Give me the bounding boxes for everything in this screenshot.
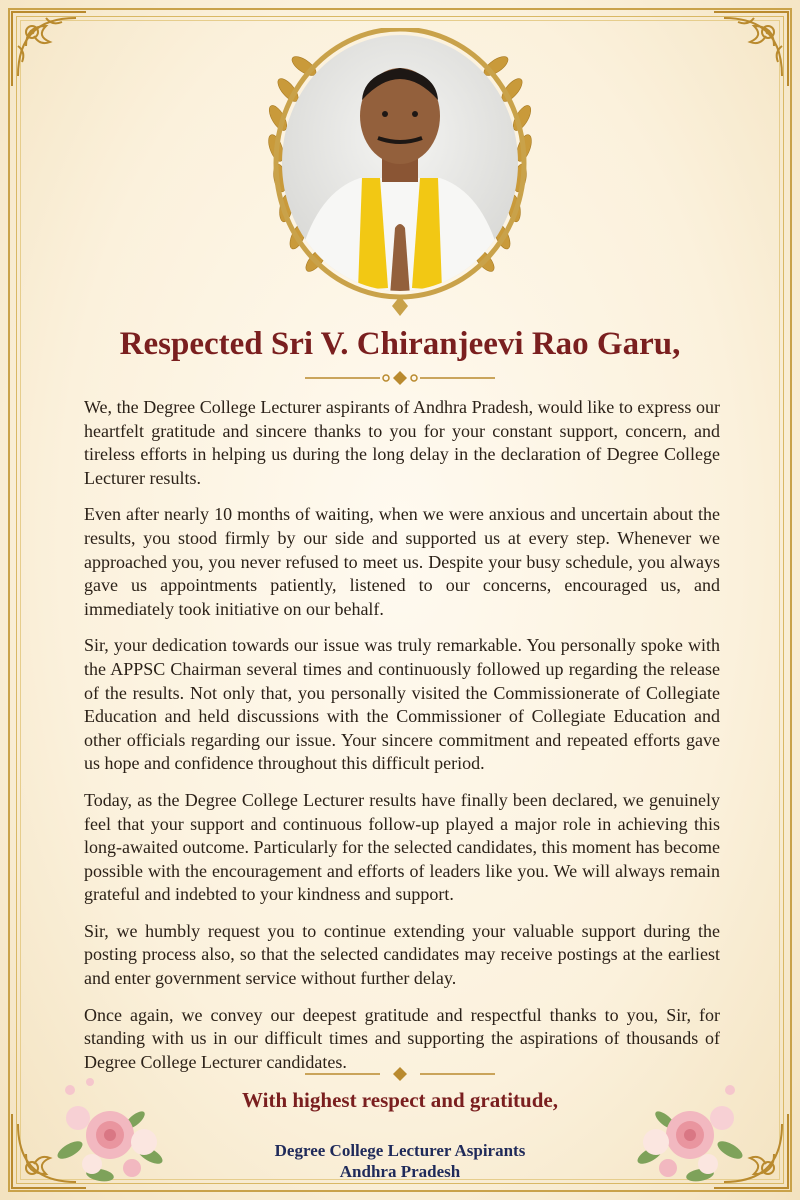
letter-salutation: Respected Sri V. Chiranjeevi Rao Garu,: [119, 326, 681, 362]
gold-divider-icon: [300, 1064, 500, 1084]
letter-paragraph: Once again, we convey our deepest gratitude and respectful thanks to you, Sir, for standing with us in our difficult times and supporting the aspirations of thousands of Degree College Lecturer candidates.: [84, 1004, 720, 1072]
portrait-medallion: [250, 28, 550, 318]
letter-body: [84, 396, 720, 1087]
letter-paragraph: We, the Degree College Lecturer aspirants of Andhra Pradesh, would like to express our heartfelt gratitude and sincere thanks to you for your constant support, concern, and tireless efforts in helping us during the long delay in the declaration of Degree College Lecturer results.: [84, 397, 720, 488]
rose-bouquet-icon: [40, 1060, 190, 1190]
signature-organization: Degree College Lecturer Aspirants: [274, 1141, 526, 1160]
gold-divider-icon: [300, 368, 500, 388]
laurel-wreath-icon: [250, 28, 550, 318]
letter-paragraph: Even after nearly 10 months of waiting, when we were anxious and uncertain about the results, you stood firmly by our side and supported us at every step. Whenever we approached you, you never refused to meet us. Despite your busy schedule, you always gave us appointments patiently, listened to our concerns, encouraged us, and immediately took initiative on our behalf.: [84, 504, 720, 619]
letter-paragraph: Sir, your dedication towards our issue was truly remarkable. You personally spoke with the APPSC Chairman several times and continuously followed up regarding the release of the results. Not only that, you personally visited the Commissionerate of Collegiate Education and held discussions with the Commissioner of Collegiate Education and other officials regarding our issue. Your sincere commitment and repeated efforts gave us hope and confidence throughout this difficult period.: [84, 635, 720, 774]
corner-ornament-top-left-icon: [6, 6, 92, 92]
letter-paragraph: Sir, we humbly request you to continue extending your valuable support during the posting process also, so that the selected candidates may receive postings at the earliest and enter government service without further delay.: [84, 920, 720, 989]
rose-bouquet-icon: [610, 1060, 760, 1190]
signature-state: Andhra Pradesh: [339, 1162, 461, 1181]
corner-ornament-top-right-icon: [708, 6, 794, 92]
letter-paragraph: Today, as the Degree College Lecturer results have finally been declared, we genuinely feel that your support and continuous follow-up played a major role in achieving this long-awaited outcome. Particularly for the selected candidates, this moment has become possible with the encouragement and efforts of leaders like you. We will always remain grateful and indebted to your kindness and support.: [84, 789, 720, 905]
letter-closing: With highest respect and gratitude,: [242, 1088, 558, 1112]
